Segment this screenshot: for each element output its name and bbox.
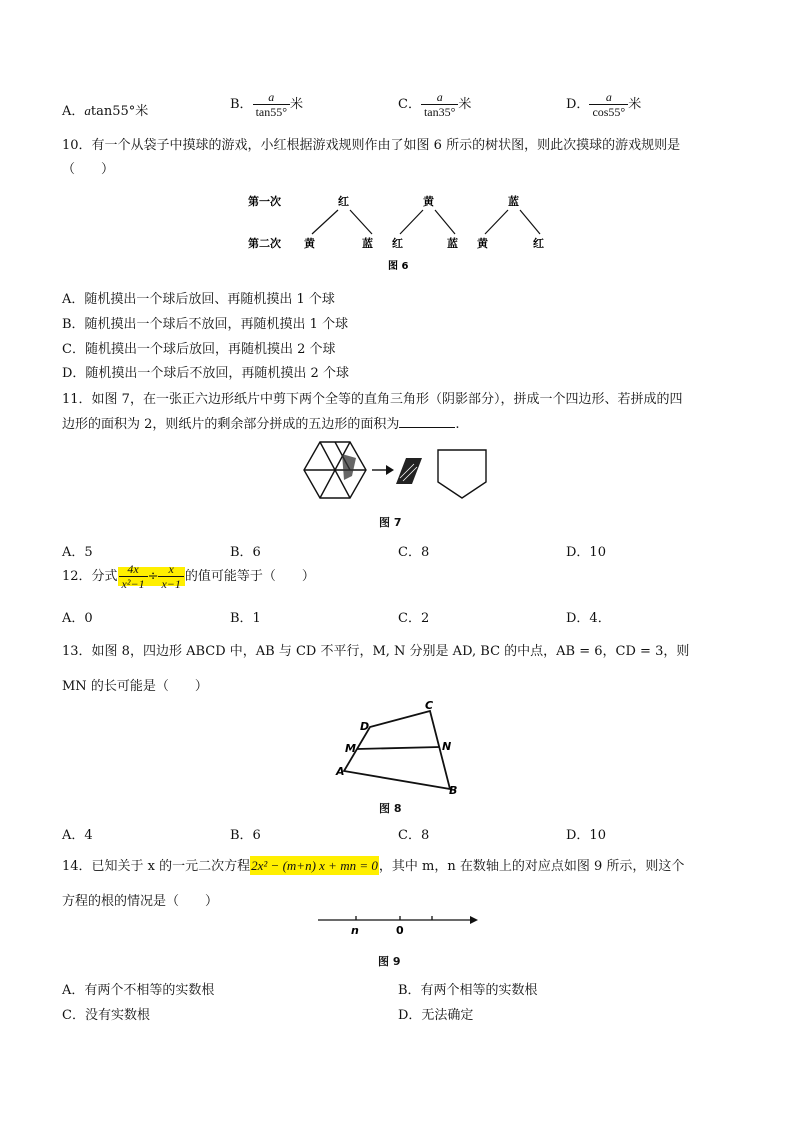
q12-option-d: D．4． <box>566 611 611 626</box>
q11-option-a: A．5 <box>62 545 93 560</box>
tree-second-3: 红 <box>392 237 403 250</box>
q9-option-d: D． $\frac{a}{\cos 55^\circ}$ 米 <box>566 90 642 119</box>
tree-first-1: 红 <box>338 195 349 208</box>
q14-stem-line2: 方程的根的情况是（ ） <box>62 894 219 909</box>
fraction: $\frac{4x}{\text{x²−1}}$ <box>119 562 148 591</box>
fraction: $\frac{a}{\tan 35^\circ}$ <box>421 90 458 119</box>
q14-stem-line1: 14．已知关于 x 的一元二次方程2x² − (m+n) x + mn = 0，其中 m，n 在数轴上的对应点如图 9 所示，则这个 <box>62 858 685 874</box>
q10-stem-line2: （ ） <box>62 162 115 177</box>
q11-option-b: B．6 <box>230 545 261 560</box>
vertex-label-a: A <box>336 765 345 778</box>
q12-stem: 12．分式 $\frac{4x}{\text{x²−1}}$ ÷ $\frac{x}{x-1}$ 的值可能等于（ ） <box>62 562 315 591</box>
q10-option-b: B．随机摸出一个球后不放回，再随机摸出 1 个球 <box>62 317 349 332</box>
q9-option-c: C． $\frac{a}{\tan 35^\circ}$ 米 <box>398 90 472 119</box>
q13-option-c: C．8 <box>398 828 430 843</box>
axis-label-n: n <box>351 924 359 937</box>
tree-second-6: 红 <box>533 237 544 250</box>
fraction: $\frac{a}{\tan 55^\circ}$ <box>253 90 290 119</box>
q11-option-c: C．8 <box>398 545 430 560</box>
q11-stem-line2: 边形的面积为 2，则纸片的剩余部分拼成的五边形的面积为 . <box>62 417 460 432</box>
figure-7-caption: 图 7 <box>379 516 402 529</box>
q12-option-b: B．1 <box>230 611 261 626</box>
fraction: $\frac{a}{\cos 55^\circ}$ <box>589 90 628 119</box>
q13-option-b: B．6 <box>230 828 261 843</box>
q13-stem-line1: 13．如图 8，四边形 ABCD 中，AB 与 CD 不平行，M, N 分别是 AD, BC 的中点，AB = 6，CD = 3，则 <box>62 644 690 659</box>
q9-option-b: B． $\frac{a}{\tan 55^\circ}$ 米 <box>230 90 304 119</box>
q14-option-a: A．有两个不相等的实数根 <box>62 983 215 998</box>
number-line-figure-9 <box>314 910 480 940</box>
q14-option-c: C．没有实数根 <box>62 1008 150 1023</box>
q14-option-d: D．无法确定 <box>398 1008 474 1023</box>
q12-option-a: A．0 <box>62 611 93 626</box>
quadrilateral-figure-8 <box>334 697 468 797</box>
q11-option-d: D．10 <box>566 545 606 560</box>
tree-row2-label: 第二次 <box>248 237 281 250</box>
tree-second-4: 蓝 <box>447 237 458 250</box>
figure-6-caption: 图 6 <box>388 261 409 272</box>
q13-option-d: D．10 <box>566 828 606 843</box>
tree-diagram-figure-6 <box>240 190 560 276</box>
q14-option-b: B．有两个相等的实数根 <box>398 983 538 998</box>
tree-row1-label: 第一次 <box>248 195 281 208</box>
tree-second-1: 黄 <box>304 237 315 250</box>
answer-blank <box>399 415 455 428</box>
tree-first-3: 蓝 <box>508 195 519 208</box>
highlighted-equation: 2x² − (m+n) x + mn = 0 <box>251 858 378 873</box>
hexagon-figure-7 <box>300 436 496 506</box>
highlighted-expression: $\frac{4x}{\text{x²−1}}$ ÷ $\frac{x}{x-1}$ <box>118 567 185 586</box>
figure-9-caption: 图 9 <box>378 955 401 968</box>
tree-second-2: 蓝 <box>362 237 373 250</box>
q13-option-a: A．4 <box>62 828 93 843</box>
q12-option-c: C．2 <box>398 611 430 626</box>
point-label-m: M <box>345 742 356 755</box>
q10-stem-line1: 10．有一个从袋子中摸球的游戏，小红根据游戏规则作由了如图 6 所示的树状图，则此次摸球的游戏规则是 <box>62 138 681 153</box>
q10-option-d: D．随机摸出一个球后不放回，再随机摸出 2 个球 <box>62 366 349 381</box>
axis-label-zero: 0 <box>396 924 404 937</box>
fraction: $\frac{x}{x-1}$ <box>158 562 183 591</box>
point-label-n: N <box>442 740 452 753</box>
vertex-label-c: C <box>425 699 434 712</box>
q10-option-a: A．随机摸出一个球后放回、再随机摸出 1 个球 <box>62 292 335 307</box>
tree-first-2: 黄 <box>423 195 434 208</box>
vertex-label-b: B <box>449 784 458 797</box>
q11-stem-line1: 11．如图 7，在一张正六边形纸片中剪下两个全等的直角三角形（阴影部分），拼成一个四边形、若拼成的四 <box>62 392 683 407</box>
figure-8-caption: 图 8 <box>379 802 402 815</box>
q13-stem-line2: MN 的长可能是（ ） <box>62 679 208 694</box>
tree-second-5: 黄 <box>477 237 488 250</box>
q10-option-c: C．随机摸出一个球后放回，再随机摸出 2 个球 <box>62 342 336 357</box>
vertex-label-d: D <box>360 720 370 733</box>
q9-option-a: A．atan55°米 <box>62 103 149 119</box>
